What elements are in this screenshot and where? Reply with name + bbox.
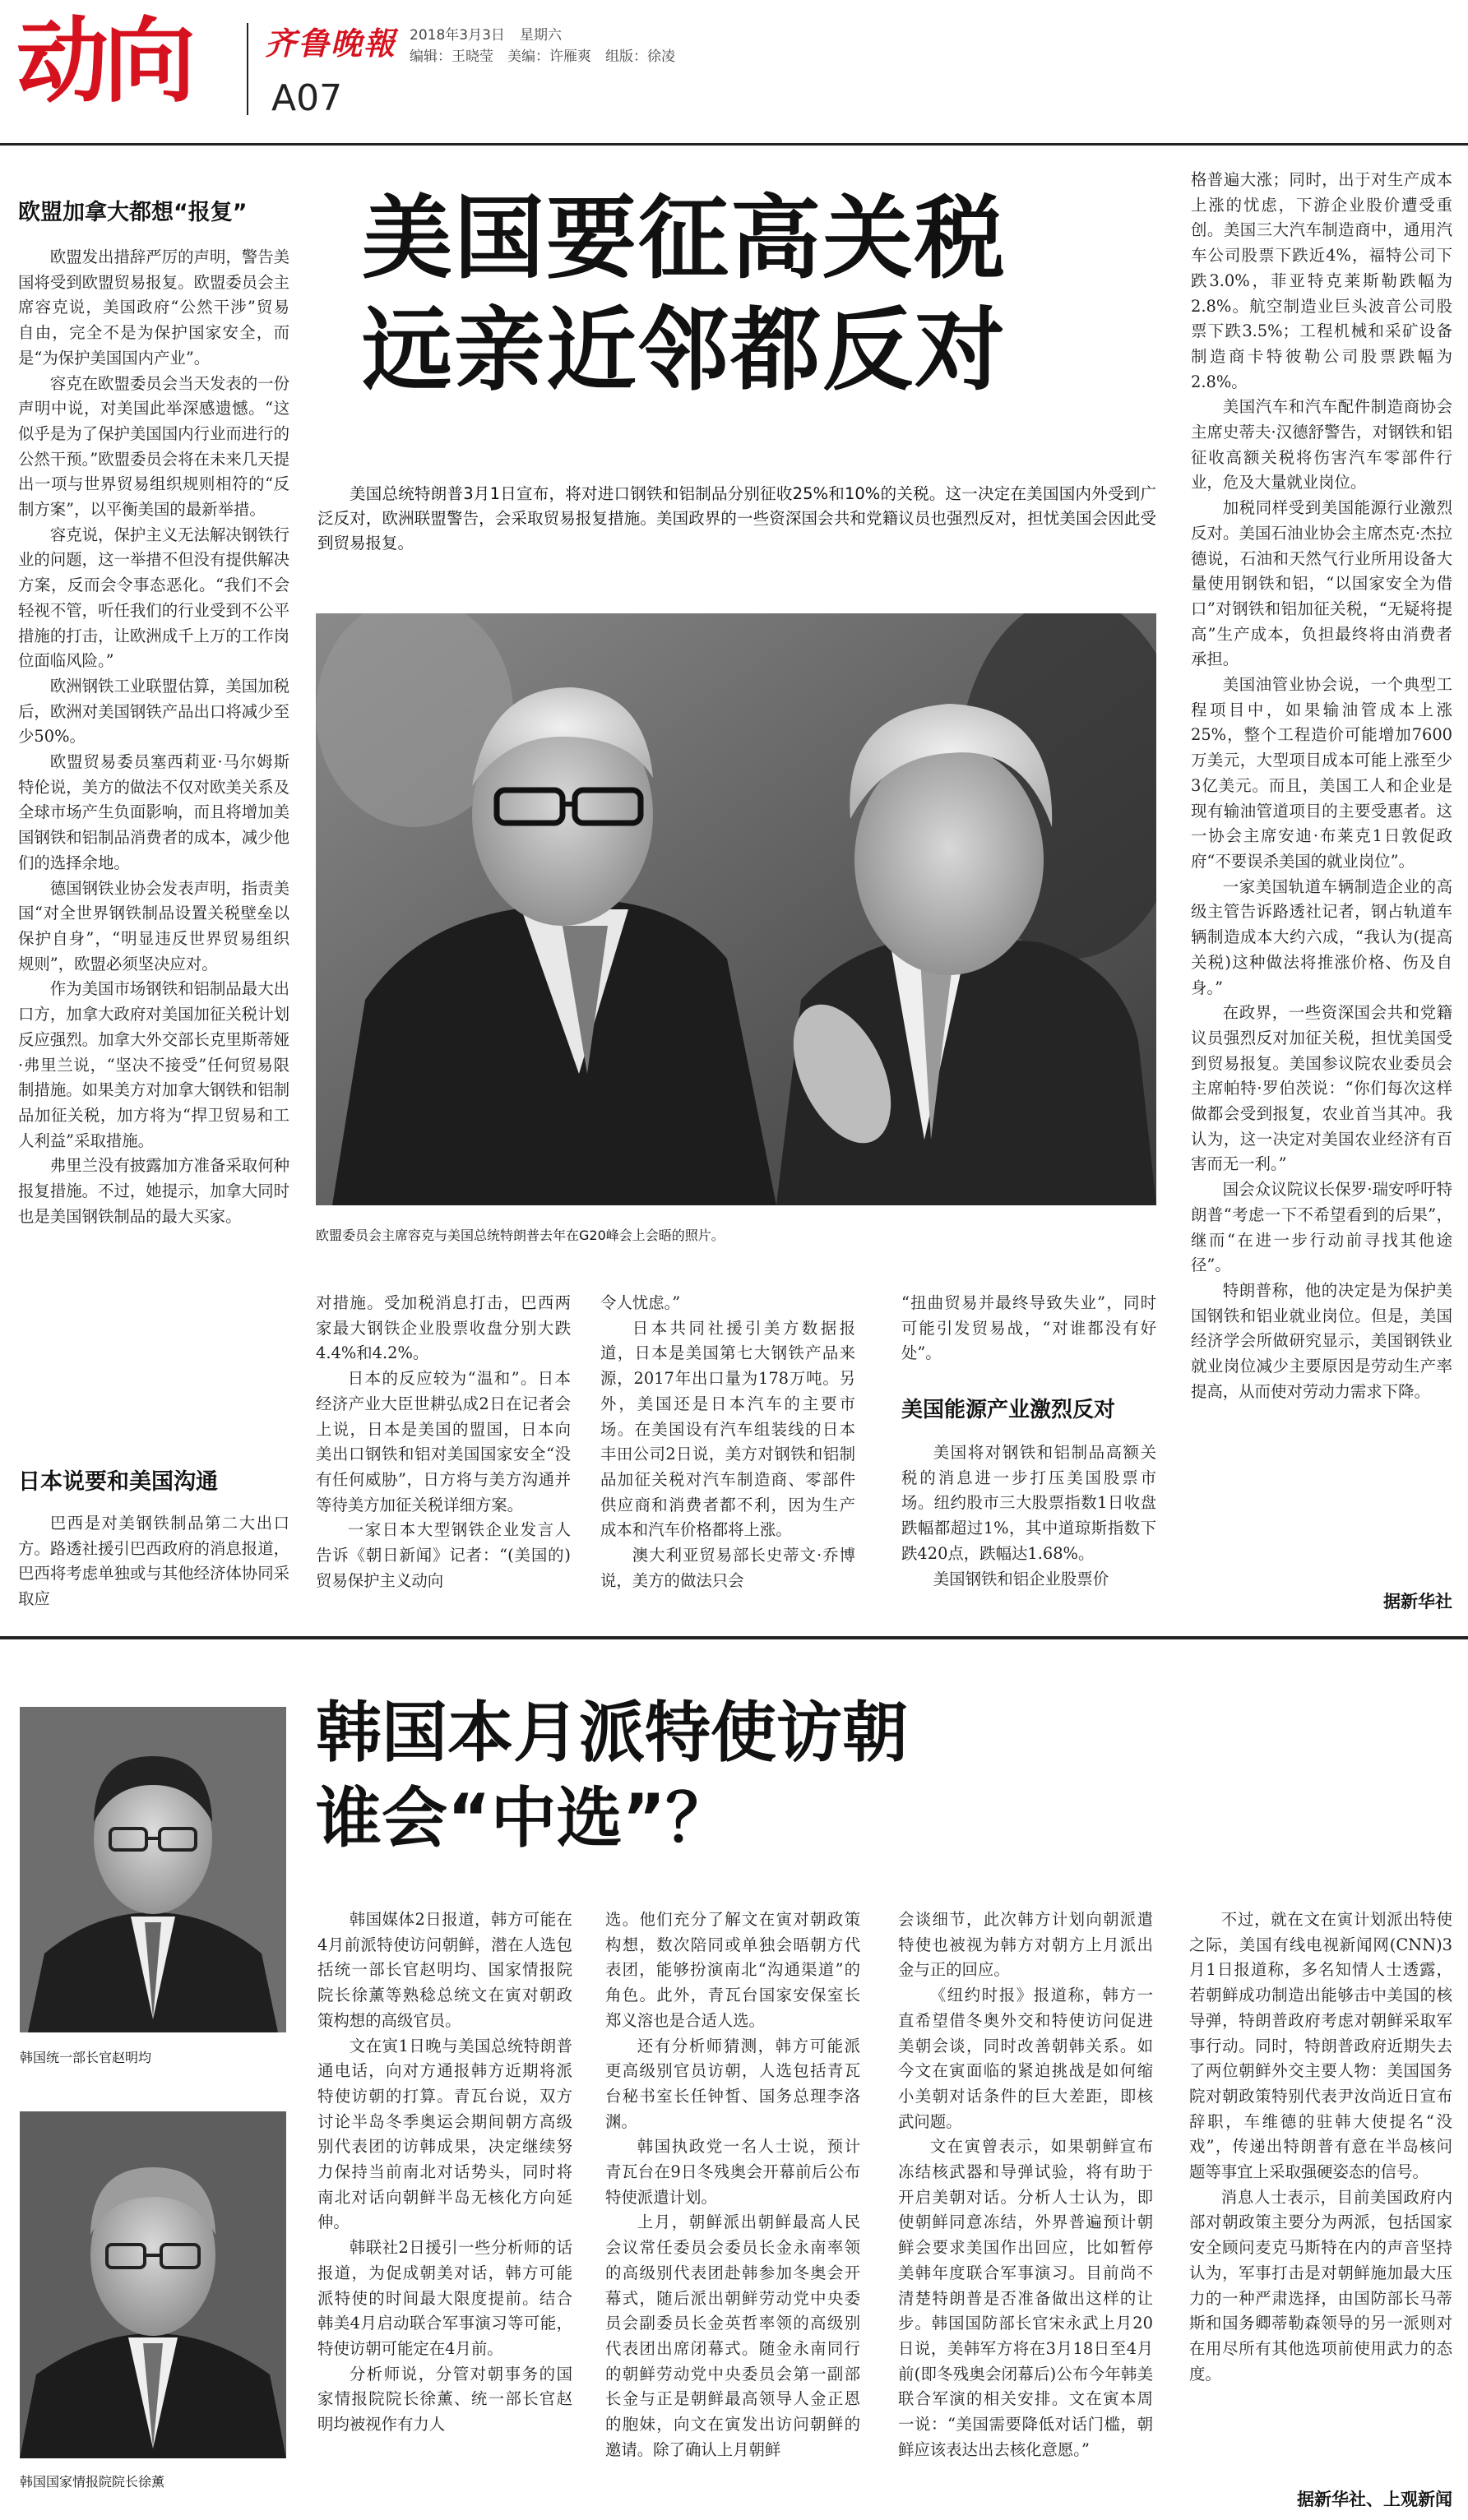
editor-credits: 编辑：王晓莹 美编：许雁爽 组版：徐凌 [410, 49, 675, 65]
paragraph: 在政界，一些资深国会共和党籍议员强烈反对加征关税，担忧美国受到贸易报复。美国参议院农业委员会主席帕特·罗伯茨说：“你们每次这样做都会受到报复，农业首当其冲。我认为，这一决定对美国农业经济有百害而无一利。” [1191, 1003, 1452, 1174]
story1-credit: 据新华社 [1383, 1592, 1452, 1611]
paragraph: 容克在欧盟委员会当天发表的一份声明中说，对美国此举深感遗憾。“这似乎是为了保护美国国内行业而进行的公然干预。”欧盟委员会将在未来几天提出一项与世界贸易组织规则相符的“反制方案”，以平衡美国的最新举措。 [18, 373, 289, 520]
story2-col-1 [317, 1907, 572, 2499]
paragraph: 欧洲钢铁工业联盟估算，美国加税后，欧洲对美国钢铁产品出口将减少至少50%。 [18, 676, 289, 747]
paragraph: 巴西是对美钢铁制品第二大出口方。路透社援引巴西政府的消息报道，巴西将考虑单独或与其他经济体协同采取应 [18, 1514, 289, 1609]
paragraph: 美国钢铁和铝企业股票价 [933, 1569, 1109, 1588]
paragraph: 美国油管业协会说，一个典型工程项目中，如果输油管成本上涨25%，整个工程造价可能增加7600万美元，大型项目成本可能上涨至少3亿美元。而且，美国工人和企业是现有输油管道项目的主要受惠者。这一协会主席安迪·布莱克1日敦促政府“不要误杀美国的就业岗位”。 [1191, 675, 1452, 871]
suh-hoon-photo [20, 2111, 286, 2458]
paragraph: 不过，就在文在寅计划派出特使之际，美国有线电视新闻网(CNN)3月1日报道称，多名知情人士透露，若朝鲜成功制造出能够击中美国的核导弹，特朗普政府考虑对朝鲜采取军事行动。同时，特朗普政府近期失去了两位朝鲜外交主要人物：美国国务院对朝政策特别代表尹汝尚近日宣布辞职，车维德的驻韩大使提名“没戏”，传递出特朗普有意在半岛核问题等事宜上采取强硬姿态的信号。 [1189, 1910, 1452, 2182]
story1-col-right [1191, 168, 1452, 1602]
paragraph: 日本共同社援引美方数据报道，日本是美国第七大钢铁产品来源，2017年出口量为178万吨。另外，美国还是日本汽车的主要市场。在美国设有汽车组装线的日本丰田公司2日说，美方对钢铁和铝制品加征关税对汽车制造商、零部件供应商和消费者都不利，因为生产成本和汽车价格都将上涨。 [600, 1318, 855, 1540]
paragraph: 消息人士表示，目前美国政府内部对朝政策主要分为两派，包括国家安全顾问麦克马斯特在内的声音坚持认为，军事打击是对朝鲜施加最大压力的一种严肃选择，由国防部长马蒂斯和国务卿蒂勒森领导的另一派则对在用尽所有其他选项前使用武力的态度。 [1189, 2187, 1452, 2384]
paragraph: 文在寅曾表示，如果朝鲜宣布冻结核武器和导弹试验，将有助于开启美朝对话。分析人士认为，即使朝鲜同意冻结，外界普遍预计朝鲜会要求美国作出回应，比如暂停美韩年度联合军事演习。目前尚不清楚特朗普是否准备做出这样的让步。韩国国防部长官宋永武上月20日说，美韩军方将在3月18日至4月前(即冬残奥会闭幕后)公布今年韩美联合军演的相关安排。文在寅本周一说：“美国需要降低对话门槛，朝鲜应该表达出去核化意愿。” [898, 2137, 1153, 2459]
story2-col-4 [1189, 1907, 1452, 2476]
masthead-rule [0, 143, 1468, 146]
photo1-caption: 韩国统一部长官赵明均 [20, 2050, 152, 2065]
paragraph: 弗里兰没有披露加方准备采取何种报复措施。不过，她提示，加拿大同时也是美国钢铁制品的最大买家。 [18, 1156, 289, 1226]
paragraph: 国会众议院议长保罗·瑞安呼吁特朗普“考虑一下不希望看到的后果”，继而“在进一步行动前寻找其他途径”。 [1191, 1180, 1452, 1275]
photo2-caption: 韩国国家情报院院长徐薰 [20, 2474, 165, 2490]
section-title: 动向 [16, 8, 191, 115]
paragraph: 令人忧虑。” [600, 1293, 681, 1312]
story1-col-4-bottom [901, 1440, 1156, 1618]
story1-headline-line1: 美国要征高关税 [362, 186, 1007, 291]
page-number: A07 [271, 77, 343, 119]
story1-photo-caption: 欧盟委员会主席容克与美国总统特朗普去年在G20峰会上会晤的照片。 [316, 1228, 725, 1243]
paragraph: 韩国媒体2日报道，韩方可能在4月前派特使访问朝鲜，潜在人选包括统一部长官赵明均、国家情报院院长徐薰等熟稔总统文在寅对朝政策构想的高级官员。 [317, 1910, 572, 2030]
paragraph: 澳大利亚贸易部长史蒂文·乔博说，美方的做法只会 [600, 1546, 855, 1590]
paragraph: 德国钢铁业协会发表声明，指责美国“对全世界钢铁制品设置关税壁垒以保护自身”，“明显违反世界贸易组织规则”，欧盟必须坚决应对。 [18, 878, 289, 973]
paragraph: 美国将对钢铁和铝制品高额关税的消息进一步打压美国股票市场。纽约股市三大股票指数1日收盘跌幅都超过1%，其中道琼斯指数下跌420点，跌幅达1.68%。 [901, 1443, 1156, 1563]
paragraph: 欧盟贸易委员塞西莉亚·马尔姆斯特伦说，美方的做法不仅对欧美关系及全球市场产生负面影响，而且将增加美国钢铁和铝制品消费者的成本，减少他们的选择余地。 [18, 752, 289, 872]
paragraph: 美国汽车和汽车配件制造商协会主席史蒂夫·汉德舒警告，对钢铁和铝征收高额关税将伤害汽车零部件行业，危及大量就业岗位。 [1191, 397, 1452, 492]
paragraph: 《纽约时报》报道称，韩方一直希望借冬奥外交和特使访问促进美朝会谈，同时改善朝韩关系。如今文在寅面临的紧迫挑战是如何缩小美朝对话条件的巨大差距，即核武问题。 [898, 1986, 1153, 2131]
masthead [0, 0, 1468, 141]
paragraph: 欧盟发出措辞严厉的声明，警告美国将受到欧盟贸易报复。欧盟委员会主席容克说，美国政府“公然干涉”贸易自由，完全不是为保护国家安全，而是“为保护美国国内产业”。 [18, 247, 289, 368]
paragraph: 日本的反应较为“温和”。日本经济产业大臣世耕弘成2日在记者会上说，日本是美国的盟国，日本向美出口钢铁和铝对美国国家安全“没有任何威胁”，日方将与美方沟通并等待美方加征关税详细方案。 [316, 1369, 571, 1514]
story2-headline-line2: 谁会“中选”？ [316, 1780, 732, 1856]
portrait-illustration [20, 1707, 286, 2032]
paragraph: 会谈细节，此次韩方计划向朝派遣特使也被视为韩方对朝方上月派出金与正的回应。 [898, 1910, 1153, 1980]
paragraph: 作为美国市场钢铁和铝制品最大出口方，加拿大政府对美国加征关税计划反应强烈。加拿大外交部长克里斯蒂娅·弗里兰说，“坚决不接受”任何贸易限制措施。如果美方对加拿大钢铁和铝制品加征关税，加方将为“捍卫贸易和工人利益”采取措施。 [18, 979, 289, 1150]
story2-credit: 据新华社、上观新闻 [1297, 2490, 1452, 2509]
story1-col-4-top [901, 1291, 1156, 1389]
issue-weekday: 星期六 [520, 27, 562, 44]
masthead-divider [247, 23, 248, 115]
story2-headline-line1: 韩国本月派特使访朝 [316, 1695, 908, 1771]
paragraph: 还有分析师猜测，韩方可能派更高级别官员访朝，人选包括青瓦台秘书室长任钟皙、国务总理李洛渊。 [605, 2036, 860, 2131]
paragraph: 选。他们充分了解文在寅对朝政策构想，数次陪同或单独会晤朝方代表团，能够扮演南北“沟通渠道”的角色。此外，青瓦台国家安保室长郑义溶也是合适人选。 [605, 1910, 860, 2030]
paragraph: 容克说，保护主义无法解决钢铁行业的问题，这一举措不但没有提供解决方案，反而会令事态恶化。“我们不会轻视不管，听任我们的行业受到不公平措施的打击，让欧洲成千上万的工作岗位面临风险。” [18, 525, 289, 671]
story1-lead: 美国总统特朗普3月1日宣布，将对进口钢铁和铝制品分别征收25%和10%的关税。这一决定在美国国内外受到广泛反对，欧洲联盟警告，会采取贸易报复措施。美国政界的一些资深国会共和党籍议员也强烈反对，担忧美国会因此受到贸易报复。 [317, 484, 1156, 553]
story2-col-3 [898, 1907, 1153, 2499]
portrait-illustration [20, 2111, 286, 2458]
paragraph: 格普遍大涨；同时，出于对生产成本上涨的忧虑，下游企业股价遭受重创。美国三大汽车制造商中，通用汽车公司股票下跌近4%，福特公司下跌3.0%，菲亚特克莱斯勒跌幅为2.8%。航空制造业巨头波音公司股票下跌3.5%；工程机械和采矿设备制造商卡特彼勒公司股票跌幅为2.8%。 [1191, 170, 1452, 391]
paragraph: 加税同样受到美国能源行业激烈反对。美国石油业协会主席杰克·杰拉德说，石油和天然气行业所用设备大量使用钢铁和铝，“以国家安全为借口”对钢铁和铝加征关税，“无疑将提高”生产成本，负担最终将由消费者承担。 [1191, 498, 1452, 669]
paragraph: 一家日本大型钢铁企业发言人告诉《朝日新闻》记者：“(美国的)贸易保护主义动向 [316, 1520, 571, 1590]
cho-myoung-gyon-photo [20, 1707, 286, 2032]
story-divider [0, 1636, 1468, 1639]
paragraph: 对措施。受加税消息打击，巴西两家最大钢铁企业股票收盘分别大跌4.4%和4.2%。 [316, 1293, 571, 1363]
paragraph: 文在寅1日晚与美国总统特朗普通电话，向对方通报韩方近期将派特使访朝的打算。青瓦台说，双方讨论半岛冬季奥运会期间朝方高级别代表团的访韩成果，决定继续努力保持当前南北对话势头，同时将南北对话向朝鲜半岛无核化方向延伸。 [317, 2036, 572, 2232]
subhead-eu-canada: 欧盟加拿大都想“报复” [18, 200, 248, 225]
photo-illustration [316, 613, 1156, 1205]
subhead-japan: 日本说要和美国沟通 [18, 1469, 218, 1495]
story1-col-2 [316, 1291, 571, 1620]
story1-col-3 [600, 1291, 855, 1620]
paragraph: 特朗普称，他的决定是为保护美国钢铁和铝业就业岗位。但是，美国经济学会所做研究显示，美国钢铁业就业岗位减少主要原因是劳动生产率提高，从而使对劳动力需求下降。 [1191, 1280, 1452, 1401]
subhead-energy: 美国能源产业激烈反对 [901, 1398, 1116, 1422]
story1-col-left-b [18, 1511, 289, 1618]
paragraph: 一家美国轨道车辆制造企业的高级主管告诉路透社记者，钢占轨道车辆制造成本大约六成，“我认为(提高关税)这种做法将推涨价格、伤及自身。” [1191, 876, 1452, 997]
paragraph: 韩联社2日援引一些分析师的话报道，为促成朝美对话，韩方可能派特使的时间最大限度提前。结合韩美4月启动联合军事演习等可能，特使访朝可能定在4月前。 [317, 2238, 572, 2358]
story2-col-2 [605, 1907, 860, 2499]
issue-date: 2018年3月3日 [410, 27, 505, 44]
paragraph: 韩国执政党一名人士说，预计青瓦台在9日冬残奥会开幕前后公布特使派遣计划。 [605, 2137, 860, 2207]
paragraph: 上月，朝鲜派出朝鲜最高人民会议常任委员会委员长金永南率领的高级别代表团赴韩参加冬奥会开幕式，随后派出朝鲜劳动党中央委员会副委员长金英哲率领的高级别代表团出席闭幕式。随金永南同行的朝鲜劳动党中央委员会第一副部长金与正是朝鲜最高领导人金正恩的胞妹，向文在寅发出访问朝鲜的邀请。除了确认上月朝鲜 [605, 2213, 860, 2459]
paragraph: “扭曲贸易并最终导致失业”，同时可能引发贸易战，“对谁都没有好处”。 [901, 1293, 1156, 1363]
juncker-trump-photo [316, 613, 1156, 1205]
story1-headline-line2: 远亲近邻都反对 [362, 298, 1007, 403]
story1-col-left-a [18, 245, 289, 1419]
paragraph: 分析师说，分管对朝事务的国家情报院院长徐薰、统一部长官赵明均被视作有力人 [317, 2364, 572, 2434]
paper-logo: 齐鲁晚報 [265, 25, 397, 62]
